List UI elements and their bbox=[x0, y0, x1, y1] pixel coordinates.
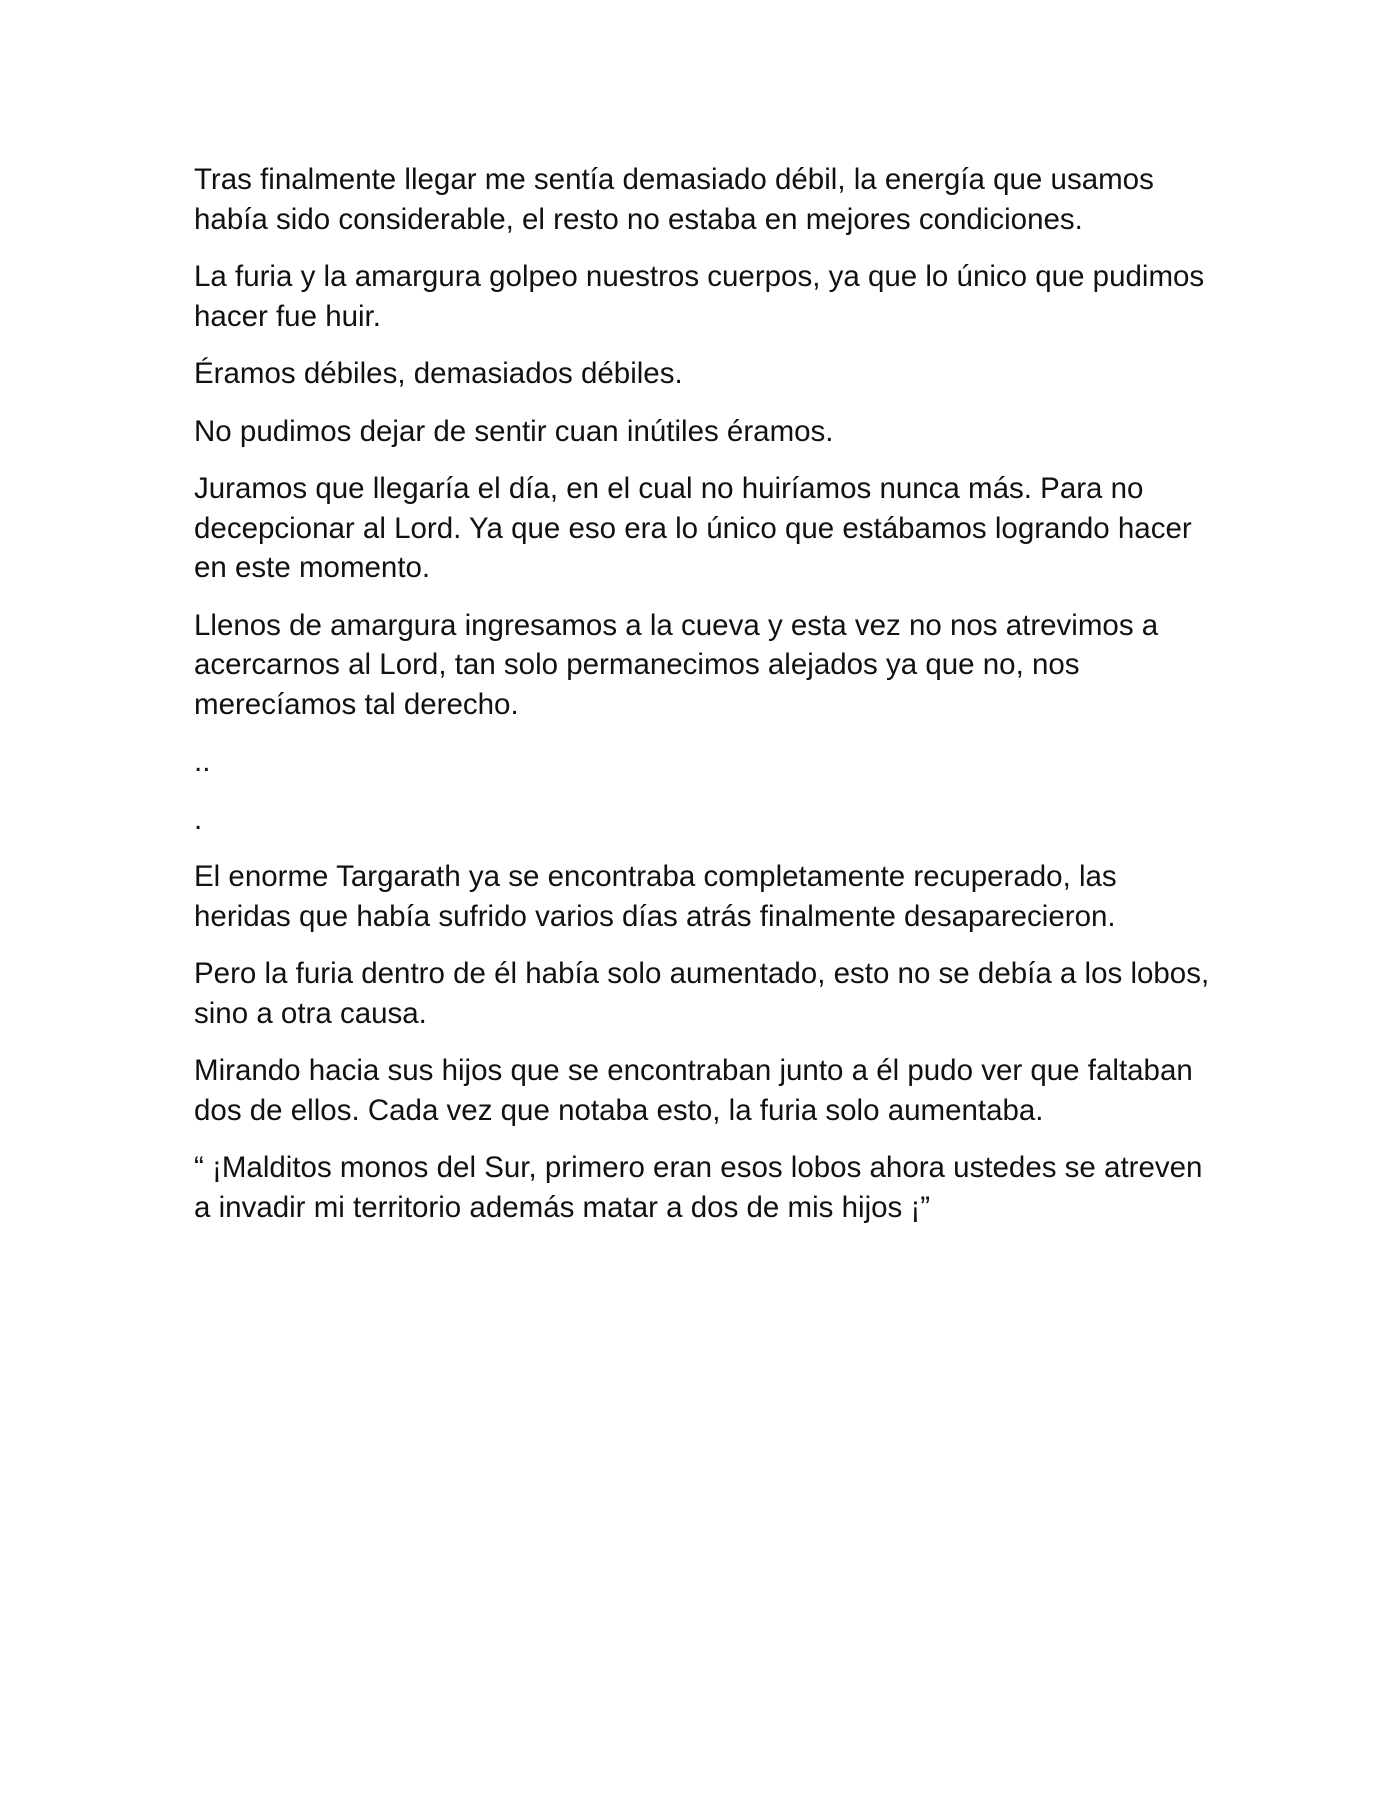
paragraph-2: La furia y la amargura golpeo nuestros cuerpos, ya que lo único que pudimos hacer fue huir. bbox=[194, 260, 1205, 333]
document-body bbox=[194, 160, 1214, 1245]
paragraph-6: Llenos de amargura ingresamos a la cueva y esta vez no nos atrevimos a acercarnos al Lord, tan solo permanecimos alejados ya que no, nos merecíamos tal derecho. bbox=[194, 608, 1159, 721]
paragraph-1: Tras finalmente llegar me sentía demasiado débil, la energía que usamos había sido considerable, el resto no estaba en mejores condiciones. bbox=[194, 163, 1154, 236]
scene-break-dots: .. bbox=[194, 745, 211, 778]
paragraph-4: No pudimos dejar de sentir cuan inútiles éramos. bbox=[194, 414, 834, 448]
paragraph-7: El enorme Targarath ya se encontraba completamente recuperado, las heridas que había sufrido varios días atrás finalmente desaparecieron. bbox=[194, 860, 1117, 933]
scene-break-dot: . bbox=[194, 802, 203, 836]
paragraph-10-quote: “ ¡Malditos monos del Sur, primero eran esos lobos ahora ustedes se atreven a invadir mi territorio además matar a dos de mis hijos ¡” bbox=[194, 1151, 1203, 1224]
paragraph-5: Juramos que llegaría el día, en el cual no huiríamos nunca más. Para no decepcionar al Lord. Ya que eso era lo único que estábamos logrando hacer en este momento. bbox=[194, 472, 1192, 584]
paragraph-8: Pero la furia dentro de él había solo aumentado, esto no se debía a los lobos, sino a otra causa. bbox=[194, 957, 1210, 1030]
paragraph-3: Éramos débiles, demasiados débiles. bbox=[194, 357, 683, 390]
paragraph-9: Mirando hacia sus hijos que se encontraban junto a él pudo ver que faltaban dos de ellos. Cada vez que notaba esto, la furia solo aumentaba. bbox=[194, 1054, 1193, 1127]
